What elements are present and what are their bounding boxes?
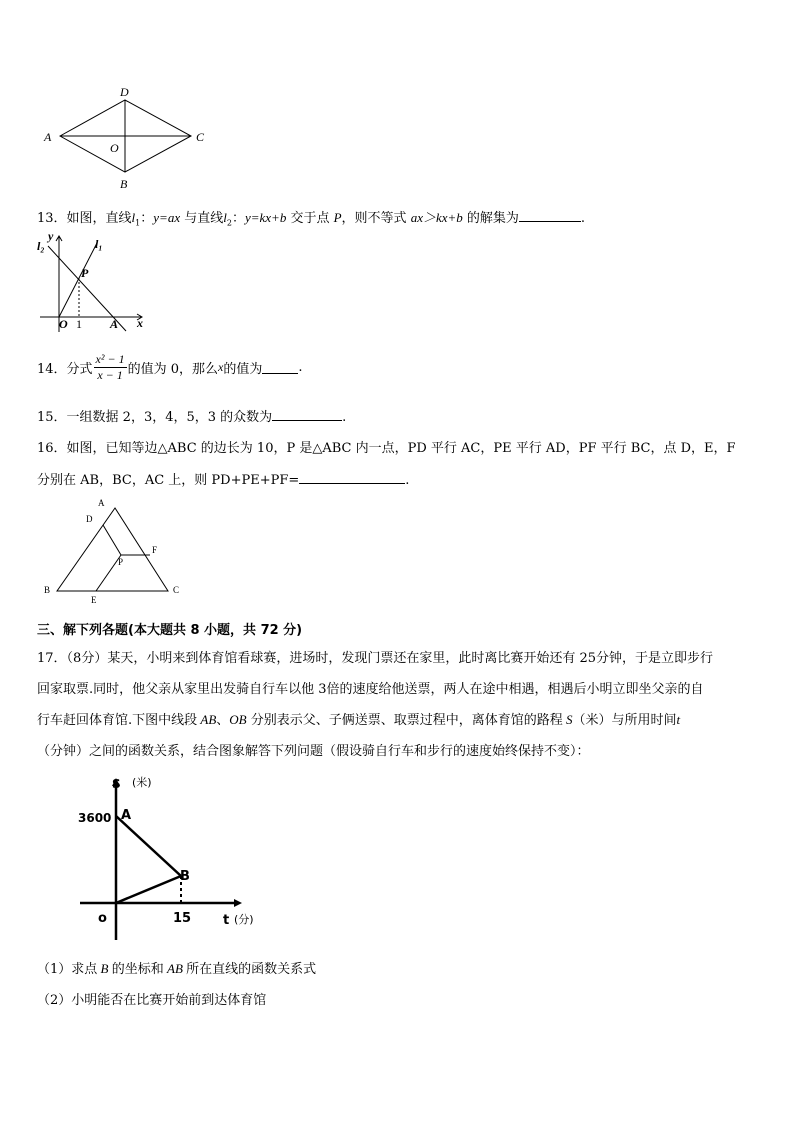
q17-axis-S: S [112,777,121,791]
question-17-part-2: （2）小明能否在比赛开始前到达体育馆 [37,993,267,1008]
tri-label-D: D [86,514,93,524]
tri-label-E: E [91,595,97,605]
triangle-figure [38,495,188,607]
question-13: 13．如图，直线$l_1$：y=ax 与直线$l_2$：y=kx+b 交于点 P，则不等式 ax＞kx+b 的解集为 . [37,210,586,228]
q17-y-value: 3600 [78,811,112,825]
answer-blank-16[interactable] [299,471,405,484]
fraction: $\frac{\text{x² − 1}}{x - 1}$ [95,351,125,382]
question-17-line3: 行车赶回体育馆.下图中线段 AB、OB 分别表示父、子俩送票、取票过程中，离体育馆的路程 S（米）与所用时间t [37,712,681,728]
rhombus-label-C: C [196,130,205,144]
q13-label-O: O [59,317,68,331]
tri-label-B: B [44,585,51,595]
rhombus-label-D: D [120,85,129,99]
question-17-line1: 17．（8分）某天，小明来到体育馆看球赛，进场时，发现门票还在家里，此时离比赛开始还有 25分钟，于是立即步行 [37,651,713,666]
q17-label-O: o [98,911,107,926]
question-16-line2: 分别在 AB，BC，AC 上，则 PD+PE+PF= . [37,473,410,488]
answer-blank-13[interactable] [519,209,581,222]
q13-axis-x: x [137,316,143,330]
question-14: 14．分式 $\frac{\text{x² − 1}}{x - 1}$ 的值为 0，那么 x 的值为 . [37,351,303,382]
tri-label-F: F [152,545,158,555]
q17-axis-S-unit: (米) [132,776,152,789]
q17-graph [74,772,274,942]
q13-label-1: 1 [76,317,82,331]
q13-graph [34,228,159,338]
section-3-heading: 三、解下列各题(本大题共 8 小题，共 72 分) [37,623,303,638]
tri-label-A: A [98,498,105,508]
q13-label-l2: l₂ [37,239,45,253]
answer-blank-14[interactable] [262,361,298,374]
q17-label-B: B [180,869,190,884]
q13-label-A: A [110,317,119,331]
rhombus-figure [38,80,218,195]
answer-blank-15[interactable] [272,408,342,421]
q17-label-A: A [121,808,132,823]
rhombus-label-O: O [110,141,119,155]
q13-label-l1: l₁ [95,237,103,251]
question-15: 15．一组数据 2，3，4，5，3 的众数为 . [37,410,347,425]
q17-axis-t: t [223,913,230,928]
q17-x-value: 15 [173,911,192,926]
q17-axis-t-unit: (分) [234,913,254,926]
tri-label-C: C [173,585,180,595]
question-16-line1: 16．如图，已知等边△ABC 的边长为 10，P 是△ABC 内一点，PD 平行 AC，PE 平行 AD，PF 平行 BC，点 D，E，F [37,441,736,456]
question-17-line2: 回家取票.同时，他父亲从家里出发骑自行车以他 3倍的速度给他送票，两人在途中相遇，相遇后小明立即坐父亲的自 [37,682,704,697]
question-17-part-1: （1）求点 B 的坐标和 AB 所在直线的函数关系式 [37,961,317,977]
tri-label-P: P [118,557,124,567]
q13-label-P: P [81,266,89,280]
rhombus-label-A: A [44,130,52,144]
question-17-line4: （分钟）之间的函数关系，结合图象解答下列问题（假设骑自行车和步行的速度始终保持不变）： [37,744,590,759]
q13-axis-y: y [48,229,54,243]
rhombus-label-B: B [120,177,128,191]
